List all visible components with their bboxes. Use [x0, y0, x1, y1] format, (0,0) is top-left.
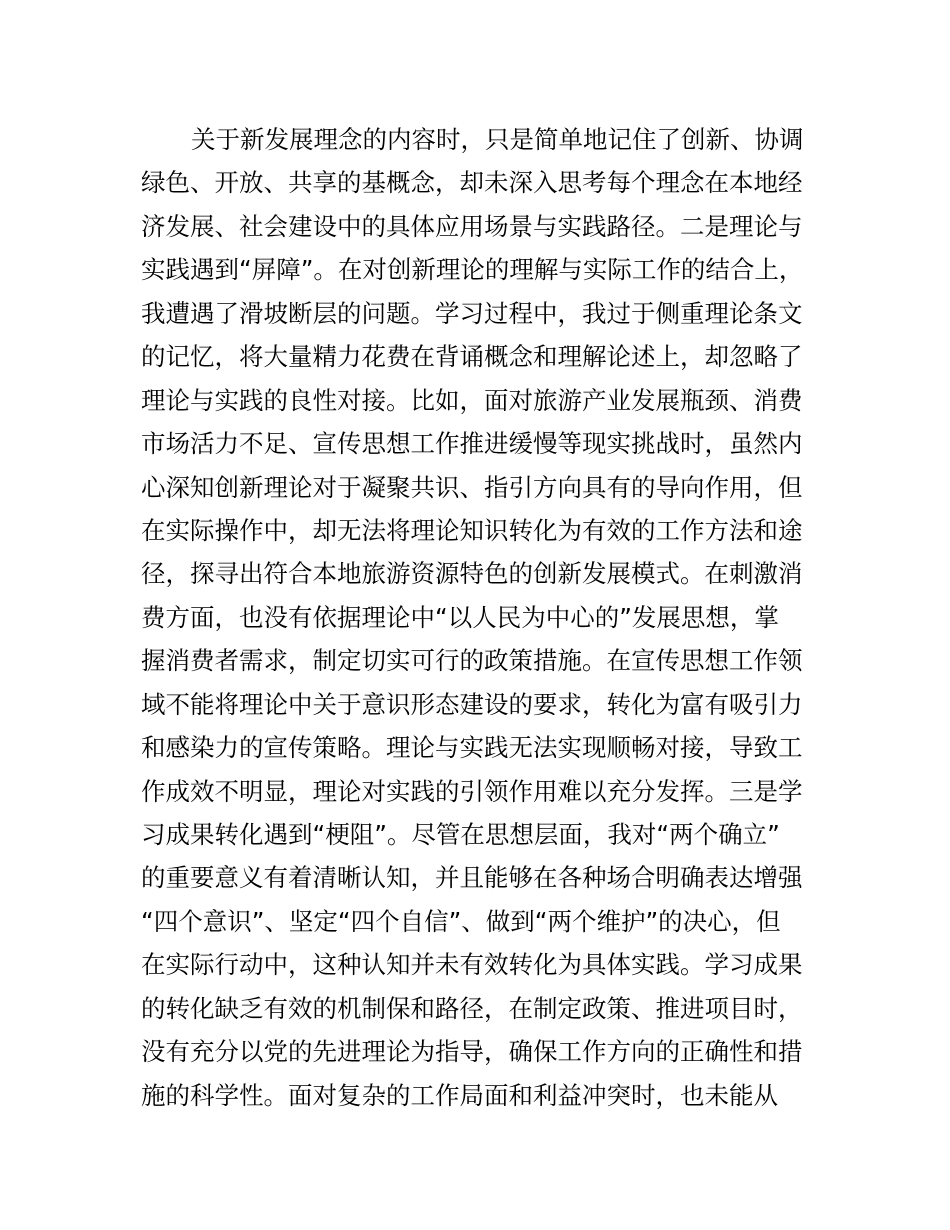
body-paragraph: [141, 118, 841, 1117]
text-line: 费方面，也没有依据理论中“以人民为中心的”发展思想，掌: [141, 602, 779, 632]
text-line: “四个意识”、坚定“四个自信”、做到“两个维护”的决心，但: [141, 906, 781, 936]
text-line: 作成效不明显，理论对实践的引领作用难以充分发挥。三是学: [141, 776, 803, 806]
text-line: 的重要意义有着清晰认知，并且能够在各种场合明确表达增强: [141, 863, 803, 893]
text-line: 市场活力不足、宣传思想工作推进缓慢等现实挑战时，虽然内: [141, 429, 803, 459]
text-line: 的转化缺乏有效的机制保和路径，在制定政策、推进项目时，: [141, 993, 803, 1023]
text-line: 习成果转化遇到“梗阻”。尽管在思想层面，我对“两个确立”: [141, 820, 780, 849]
text-line: 心深知创新理论对于凝聚共识、指引方向具有的导向作用，但: [141, 472, 803, 502]
text-line: 施的科学性。面对复杂的工作局面和利益冲突时，也未能从: [141, 1080, 778, 1110]
text-line: 济发展、社会建设中的具体应用场景与实践路径。二是理论与: [141, 211, 803, 241]
text-line: 径，探寻出符合本地旅游资源特色的创新发展模式。在刺激消: [141, 559, 803, 589]
text-line: 域不能将理论中关于意识形态建设的要求，转化为富有吸引力: [141, 689, 803, 719]
text-line: 绿色、开放、共享的基概念，却未深入思考每个理念在本地经: [141, 168, 803, 198]
text-line: 的记忆，将大量精力花费在背诵概念和理解论述上，却忽略了: [141, 342, 803, 372]
text-line: 我遭遇了滑坡断层的问题。学习过程中，我过于侧重理论条文: [141, 298, 803, 328]
text-line: 握消费者需求，制定切实可行的政策措施。在宣传思想工作领: [141, 646, 803, 676]
text-line: 没有充分以党的先进理论为指导，确保工作方向的正确性和措: [141, 1037, 803, 1067]
text-line: 在实际行动中，这种认知并未有效转化为具体实践。学习成果: [141, 950, 803, 980]
text-line: 实践遇到“屏障”。在对创新理论的理解与实际工作的结合上，: [141, 255, 804, 285]
text-line: 理论与实践的良性对接。比如，面对旅游产业发展瓶颈、消费: [141, 385, 803, 415]
text-line: 在实际操作中，却无法将理论知识转化为有效的工作方法和途: [141, 515, 803, 545]
text-line: 关于新发展理念的内容时，只是简单地记住了创新、协调: [191, 125, 804, 154]
text-line: 和感染力的宣传策略。理论与实践无法实现顺畅对接，导致工: [141, 733, 803, 763]
